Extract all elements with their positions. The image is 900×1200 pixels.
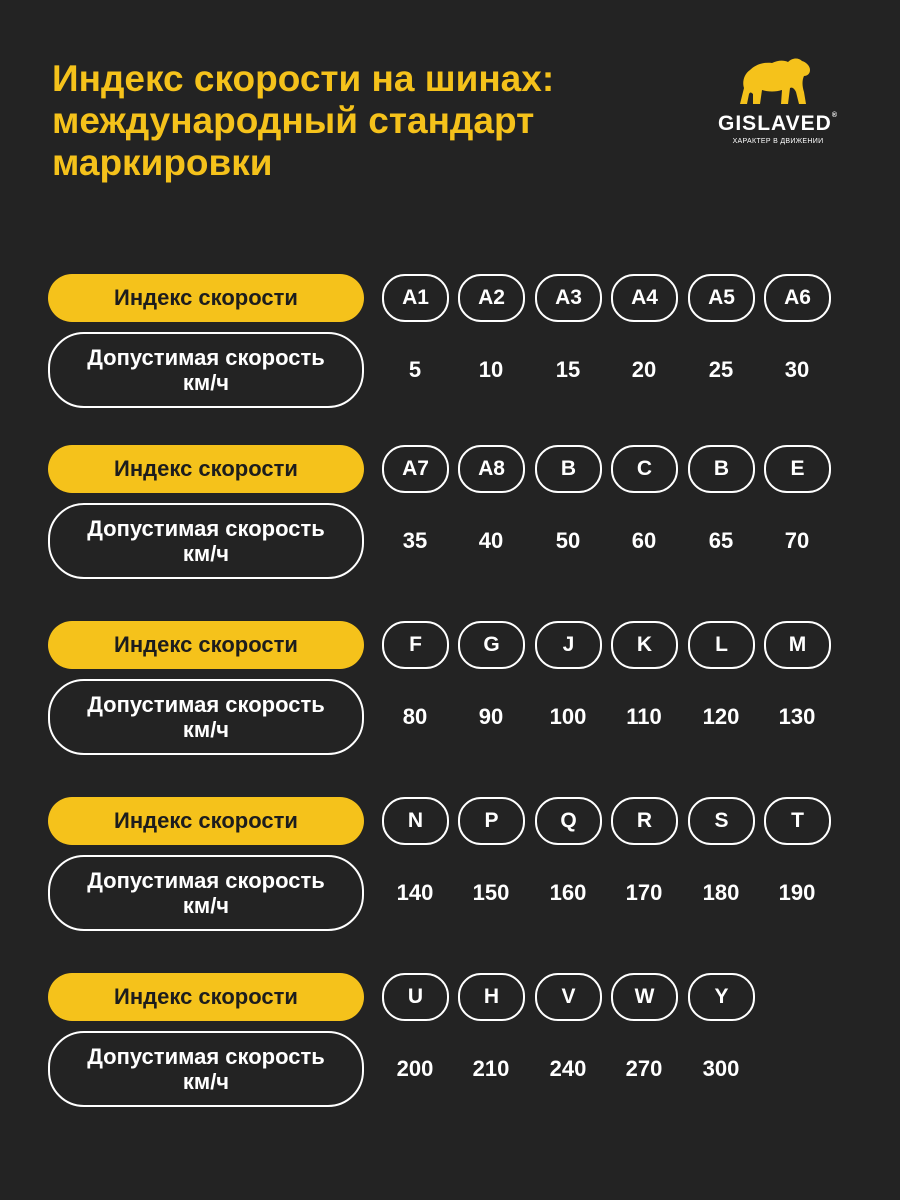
speed-value: 150	[472, 880, 510, 905]
speed-index-code: P	[458, 797, 525, 845]
title-line-3: маркировки	[52, 142, 273, 183]
speed-index-code: G	[458, 621, 525, 669]
speed-index-code: M	[764, 621, 831, 669]
speed-index-code: Y	[688, 973, 755, 1021]
speed-value: 120	[702, 704, 740, 729]
title-line-1: Индекс скорости на шинах:	[52, 58, 555, 99]
speed-index-code: B	[688, 445, 755, 493]
speed-group	[48, 445, 848, 585]
speed-index-code: T	[764, 797, 831, 845]
speed-value: 90	[478, 704, 504, 729]
speed-label-line-1: Допустимая скорость	[87, 516, 325, 541]
speed-index-code: C	[611, 445, 678, 493]
speed-value: 25	[708, 357, 734, 382]
speed-value: 300	[702, 1056, 740, 1081]
speed-label-line-2: км/ч	[182, 893, 230, 918]
speed-index-code: A1	[382, 274, 449, 322]
speed-value: 35	[402, 528, 428, 553]
speed-index-code: V	[535, 973, 602, 1021]
speed-index-code: S	[688, 797, 755, 845]
speed-value: 140	[396, 880, 434, 905]
speed-group	[48, 274, 848, 414]
page-title	[52, 58, 652, 184]
speed-label-line-1: Допустимая скорость	[87, 345, 325, 370]
gislaved-logo	[696, 54, 860, 154]
speed-value: 160	[549, 880, 587, 905]
speed-label-pill	[48, 503, 364, 579]
speed-label-line-2: км/ч	[182, 1069, 230, 1094]
speed-value: 270	[625, 1056, 663, 1081]
speed-index-code: H	[458, 973, 525, 1021]
index-label-pill: Индекс скорости	[48, 274, 364, 322]
speed-value: 110	[626, 704, 662, 729]
brand-name	[696, 112, 860, 136]
speed-index-code: W	[611, 973, 678, 1021]
speed-value: 15	[555, 357, 581, 382]
speed-index-code: Q	[535, 797, 602, 845]
brand-text: GISLAVED	[718, 112, 832, 135]
speed-index-code: L	[688, 621, 755, 669]
speed-label-line-2: км/ч	[182, 370, 230, 395]
speed-index-code: A7	[382, 445, 449, 493]
speed-index-code: A4	[611, 274, 678, 322]
title-line-2: международный стандарт	[52, 100, 535, 141]
speed-index-code: U	[382, 973, 449, 1021]
speed-index-code: E	[764, 445, 831, 493]
speed-index-code: A6	[764, 274, 831, 322]
speed-index-code: A3	[535, 274, 602, 322]
speed-value: 210	[472, 1056, 510, 1081]
speed-label-pill	[48, 679, 364, 755]
speed-index-code: A8	[458, 445, 525, 493]
speed-value: 190	[778, 880, 816, 905]
speed-label-line-1: Допустимая скорость	[87, 868, 325, 893]
index-label-pill: Индекс скорости	[48, 797, 364, 845]
speed-index-code: J	[535, 621, 602, 669]
speed-index-code: R	[611, 797, 678, 845]
index-label-pill: Индекс скорости	[48, 445, 364, 493]
speed-group	[48, 797, 848, 937]
speed-value: 65	[708, 528, 734, 553]
speed-value: 40	[478, 528, 504, 553]
speed-index-code: A2	[458, 274, 525, 322]
speed-value: 240	[549, 1056, 587, 1081]
speed-value: 10	[478, 357, 504, 382]
speed-index-code: A5	[688, 274, 755, 322]
registered-mark: ®	[831, 112, 838, 119]
speed-group	[48, 621, 848, 761]
index-label-pill: Индекс скорости	[48, 973, 364, 1021]
speed-label-line-1: Допустимая скорость	[87, 692, 325, 717]
bear-icon	[736, 54, 812, 106]
speed-value: 60	[631, 528, 657, 553]
speed-label-pill	[48, 332, 364, 408]
speed-value: 5	[408, 357, 422, 382]
speed-value: 200	[396, 1056, 434, 1081]
speed-index-code: F	[382, 621, 449, 669]
speed-value: 170	[625, 880, 663, 905]
speed-value: 30	[784, 357, 810, 382]
speed-group	[48, 973, 848, 1113]
speed-value: 100	[549, 704, 587, 729]
index-label-pill: Индекс скорости	[48, 621, 364, 669]
speed-index-code: N	[382, 797, 449, 845]
speed-value: 80	[402, 704, 428, 729]
brand-tagline: ХАРАКТЕР В ДВИЖЕНИИ	[732, 138, 824, 145]
speed-value: 20	[631, 357, 657, 382]
speed-label-line-2: км/ч	[182, 541, 230, 566]
speed-value: 70	[784, 528, 810, 553]
speed-index-code: K	[611, 621, 678, 669]
speed-label-line-2: км/ч	[182, 717, 230, 742]
speed-value: 130	[778, 704, 816, 729]
speed-label-pill	[48, 855, 364, 931]
speed-label-line-1: Допустимая скорость	[87, 1044, 325, 1069]
speed-value: 180	[702, 880, 740, 905]
speed-label-pill	[48, 1031, 364, 1107]
speed-index-code: B	[535, 445, 602, 493]
speed-value: 50	[555, 528, 581, 553]
